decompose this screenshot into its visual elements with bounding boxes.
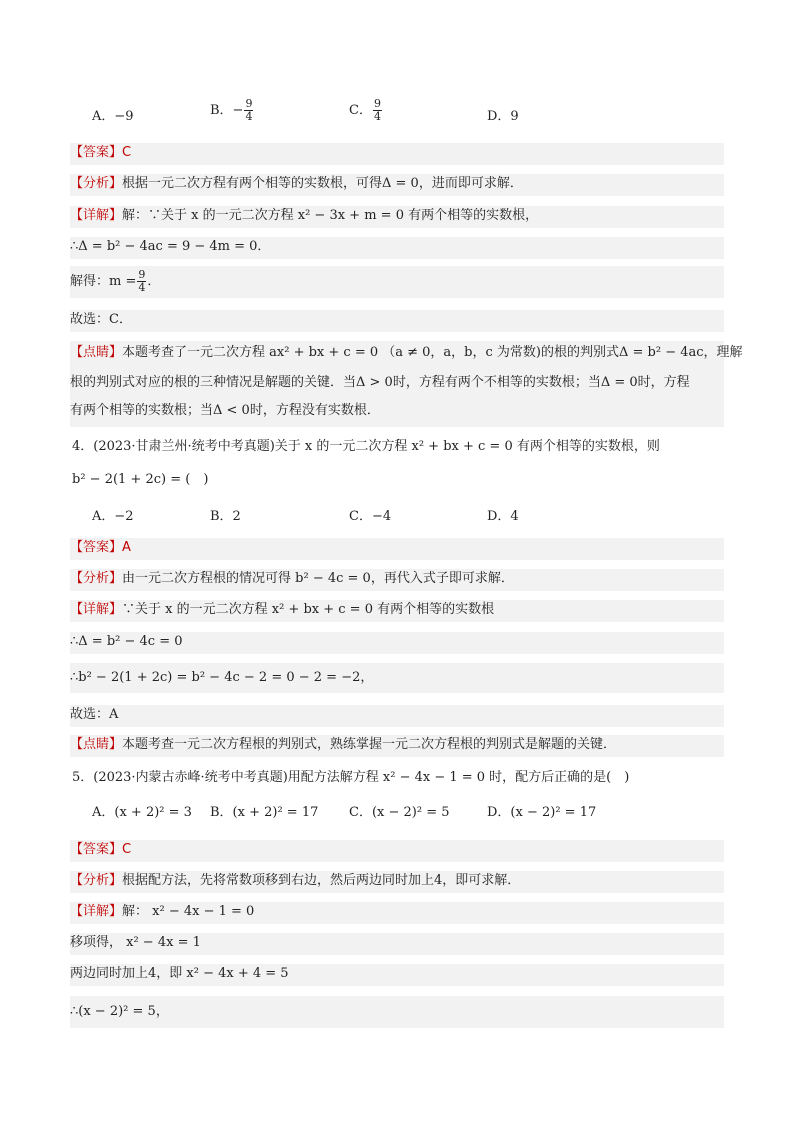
q4-analysis: 【分析】由一元二次方程根的情况可得 b² − 4c = 0，再代入式子即可求解． [70,569,724,591]
q3-detail-line-1: 【详解】解：∵关于 x 的一元二次方程 x² − 3x + m = 0 有两个相等的实数根， [70,206,724,228]
q3-option-d: D．9 [487,109,519,124]
q5-analysis: 【分析】根据配方法，先将常数项移到右边，然后两边同时加上4，即可求解． [70,871,724,893]
q4-comment: 【点睛】本题考查一元二次方程根的判别式，熟练掌握一元二次方程根的判别式是解题的关键． [70,735,724,757]
q5-detail-line-2: 移项得， x² − 4x = 1 [70,933,724,955]
q4-stem-line-2: b² − 2(1 + 2c) = ( ) [72,472,209,487]
q3-answer: 【答案】C [70,143,724,165]
q4-detail-line-3: ∴b² − 2(1 + 2c) = b² − 4c − 2 = 0 − 2 = −2， [70,663,724,693]
q5-option-b: B．(x + 2)² = 17 [210,805,319,820]
q5-option-c: C．(x − 2)² = 5 [349,805,450,820]
q4-option-b: B．2 [210,509,241,524]
q3-choose: 故选：C． [70,310,724,332]
q3-option-c: C． $\frac{9}{4}$ [349,97,381,123]
q3-detail-fraction: $\frac{9}{4}$ [138,268,146,294]
q3-detail-line-3: 解得：m = $\frac{9}{4}$ ． [70,266,724,298]
q4-choose: 故选：A [70,705,724,727]
q5-detail-line-3: 两边同时加上4，即 x² − 4x + 4 = 5 [70,964,724,986]
q3-option-b-fraction: $\frac{9}{4}$ [245,97,253,123]
q5-stem: 5．(2023·内蒙古赤峰·统考中考真题)用配方法解方程 x² − 4x − 1 = 0 时，配方后正确的是( ) [72,770,630,785]
q4-option-a: A．−2 [92,509,134,524]
q5-detail-line-4: ∴(x − 2)² = 5， [70,996,724,1028]
q3-analysis: 【分析】根据一元二次方程有两个相等的实数根，可得Δ = 0，进而即可求解． [70,174,724,196]
q5-option-a: A．(x + 2)² = 3 [92,805,192,820]
q3-comment: 【点睛】本题考查了一元二次方程 ax² + bx + c = 0 （a ≠ 0，a，b，c 为常数)的根的判别式Δ = b² − 4ac，理解 根的判别式对应的根的三种情况是解题的关键．当Δ > 0时，方程有两个不相等的实数根；当Δ = 0时，方程 有两个相等的实数根；当Δ < 0时，方程没有实数根． [70,341,724,427]
q4-option-c: C．−4 [349,509,392,524]
q4-stem-line-1: 4．(2023·甘肃兰州·统考中考真题)关于 x 的一元二次方程 x² + bx + c = 0 有两个相等的实数根，则 [72,439,660,454]
q3-option-c-fraction: $\frac{9}{4}$ [373,97,381,123]
q4-detail-line-2: ∴Δ = b² − 4c = 0 [70,632,724,654]
q4-answer: 【答案】A [70,538,724,560]
q3-option-a: A．−9 [92,109,134,124]
q5-detail-line-1: 【详解】解： x² − 4x − 1 = 0 [70,902,724,924]
q4-detail-line-1: 【详解】∵关于 x 的一元二次方程 x² + bx + c = 0 有两个相等的实数根 [70,600,724,622]
q5-option-d: D．(x − 2)² = 17 [487,805,597,820]
q5-answer: 【答案】C [70,840,724,862]
q4-option-d: D．4 [487,509,519,524]
q3-detail-line-2: ∴Δ = b² − 4ac = 9 − 4m = 0． [70,237,724,259]
q3-option-b: B．− $\frac{9}{4}$ [210,97,253,123]
